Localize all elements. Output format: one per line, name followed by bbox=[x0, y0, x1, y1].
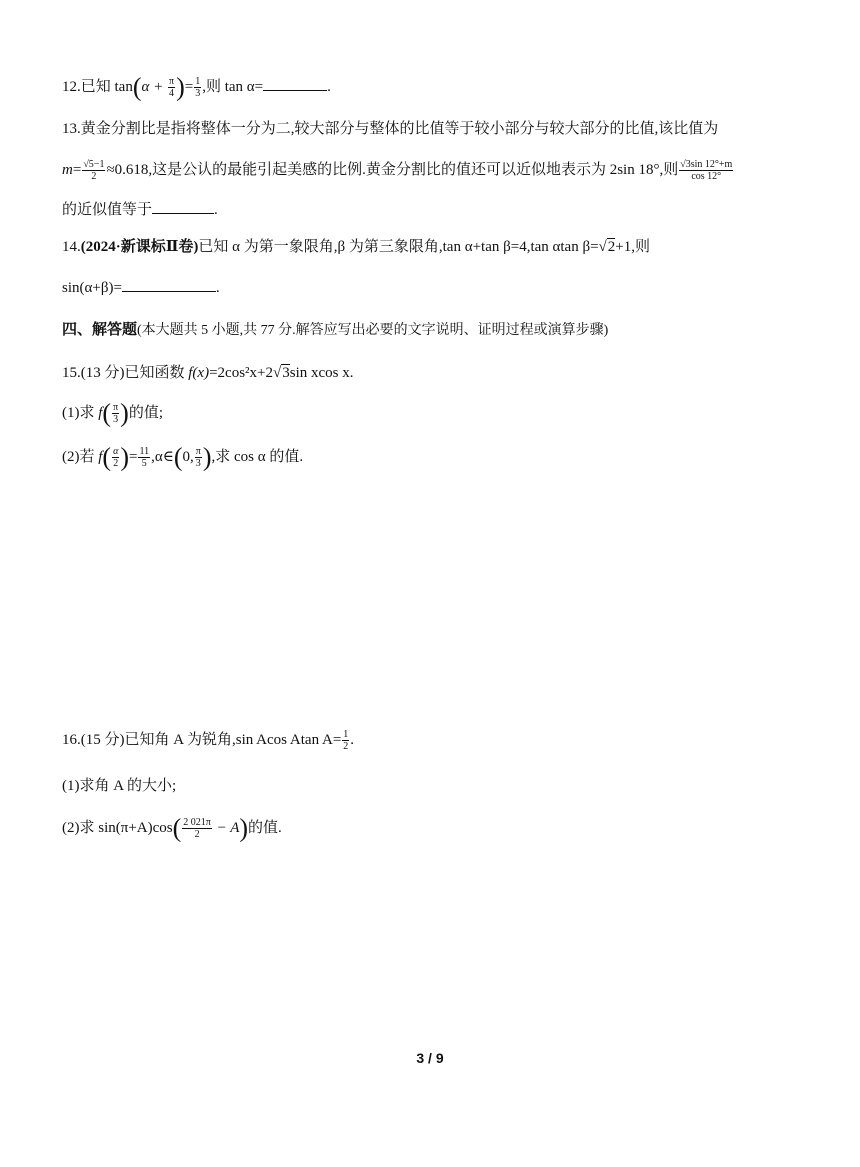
section-title: 四、解答题 bbox=[62, 322, 138, 338]
q15-p2-prefix: (2)若 bbox=[62, 449, 99, 465]
right-paren: ) bbox=[120, 398, 129, 428]
right-paren: ) bbox=[202, 442, 212, 472]
question-16-part1 bbox=[62, 775, 176, 797]
q13-golden-fraction: $\frac{√5-1}{2}$ bbox=[83, 159, 105, 183]
question-14-line1: 14.(2024·新课标Ⅱ卷)已知 α 为第一象限角,β 为第三象限角,tan α+tan β=4,tan αtan β=√2+1,则 bbox=[62, 239, 650, 255]
question-13-line3 bbox=[62, 199, 218, 221]
left-paren: ( bbox=[132, 72, 142, 102]
q15-sqrt3: 3 bbox=[282, 365, 290, 381]
q15-interval-pi-over-3: $\frac{\pi}{3}$ bbox=[195, 446, 201, 470]
answer-blank[interactable] bbox=[263, 76, 327, 91]
q13-end: . bbox=[214, 202, 218, 218]
left-paren: ( bbox=[172, 813, 182, 843]
q15-p1-tail: 的值; bbox=[128, 405, 163, 421]
answer-blank[interactable] bbox=[152, 199, 214, 214]
q12-alpha: α + bbox=[141, 79, 167, 95]
q15-tail: sin xcos x. bbox=[289, 365, 354, 381]
q13-expression-fraction: $\frac{√3\sin 12^\circ+m}{\cos 12^\circ}$ bbox=[680, 159, 733, 183]
question-15-part1 bbox=[62, 398, 163, 428]
question-16-part2 bbox=[62, 813, 282, 843]
q15-eq: = bbox=[129, 449, 138, 465]
q15-mid: =2cos²x+2 bbox=[209, 365, 273, 381]
q12-number: 12. bbox=[62, 79, 81, 95]
q16-stem: 16.(15 分)已知角 A 为锐角,sin Acos Atan A= bbox=[62, 732, 342, 748]
q16-p2-prefix: (2)求 sin(π+A)cos bbox=[62, 820, 173, 836]
q14-end: . bbox=[215, 280, 220, 296]
q15-p1-prefix: (1)求 bbox=[62, 405, 99, 421]
q14-line2: sin(α+β)= bbox=[62, 280, 122, 296]
q13-line3: 的近似值等于 bbox=[62, 202, 153, 218]
section-heading bbox=[62, 319, 608, 342]
page-number: 3 / 9 bbox=[416, 1050, 444, 1066]
right-paren: ) bbox=[176, 72, 185, 102]
q13-m: m bbox=[62, 162, 73, 178]
answer-blank[interactable] bbox=[122, 277, 216, 292]
q14-text2: +1,则 bbox=[615, 239, 650, 255]
question-13-line2 bbox=[62, 159, 734, 182]
q16-minus-a: − A bbox=[212, 820, 240, 836]
q16-one-half: $\frac{1}{2}$ bbox=[343, 729, 349, 753]
question-16-stem bbox=[62, 729, 354, 752]
q15-pi-over-3: $\frac{\pi}{3}$ bbox=[113, 402, 119, 426]
q12-eq: = bbox=[184, 79, 194, 95]
q15-zero: 0, bbox=[182, 449, 194, 465]
left-paren: ( bbox=[173, 442, 183, 472]
q16-2021pi-over-2: $\frac{2 021\pi}{2}$ bbox=[183, 817, 211, 841]
right-paren: ) bbox=[120, 442, 130, 472]
q16-end: . bbox=[350, 732, 355, 748]
q15-f: f bbox=[98, 405, 103, 421]
q15-f2: f bbox=[98, 449, 103, 465]
q13-eq: = bbox=[72, 162, 82, 178]
q12-tail: ,则 tan α= bbox=[202, 79, 264, 95]
left-paren: ( bbox=[102, 398, 112, 428]
section-note: (本大题共 5 小题,共 77 分.解答应写出必要的文字说明、证明过程或演算步骤) bbox=[137, 323, 609, 338]
right-paren: ) bbox=[239, 813, 249, 843]
q14-source: (2024·新课标Ⅱ卷) bbox=[80, 239, 199, 255]
question-13-line1 bbox=[62, 118, 718, 140]
left-paren: ( bbox=[102, 442, 112, 472]
q16-p1: (1)求角 A 的大小; bbox=[62, 778, 177, 794]
q16-p2-tail: 的值. bbox=[248, 820, 282, 836]
q13-text: 13.黄金分割比是指将整体一分为二,较大部分与整体的比值等于较小部分与较大部分的比值,该比值为 bbox=[62, 121, 719, 137]
q15-fx: f(x) bbox=[188, 365, 210, 381]
question-12 bbox=[62, 72, 331, 102]
q15-alpha-over-2: $\frac{\alpha}{2}$ bbox=[113, 446, 119, 470]
q15-eleven-fifths: $\frac{11}{5}$ bbox=[139, 446, 150, 470]
question-15-part2 bbox=[62, 442, 304, 472]
q14-sqrt2: 2 bbox=[607, 239, 616, 255]
q15-p2-mid: ,α∈ bbox=[151, 449, 174, 465]
q12-pi-over-4: $\frac{\pi}{4}$ bbox=[169, 76, 175, 100]
question-15-stem: 15.(13 分)已知函数 f(x)=2cos²x+2√3sin xcos x. bbox=[62, 365, 354, 381]
question-14-line2 bbox=[62, 277, 220, 299]
q12-prefix: 已知 tan bbox=[80, 79, 133, 95]
q14-text1: 已知 α 为第一象限角,β 为第三象限角,tan α+tan β=4,tan αtan β= bbox=[198, 239, 599, 255]
q12-one-third: $\frac{1}{3}$ bbox=[195, 76, 201, 100]
q14-number: 14. bbox=[62, 239, 81, 255]
q15-p2-tail: ,求 cos α 的值. bbox=[211, 449, 304, 465]
q15-prefix: 15.(13 分)已知函数 bbox=[62, 365, 189, 381]
q13-mid: ≈0.618,这是公认的最能引起美感的比例.黄金分割比的值还可以近似地表示为 2sin 18°,则 bbox=[106, 162, 679, 178]
q12-end: . bbox=[327, 79, 331, 95]
